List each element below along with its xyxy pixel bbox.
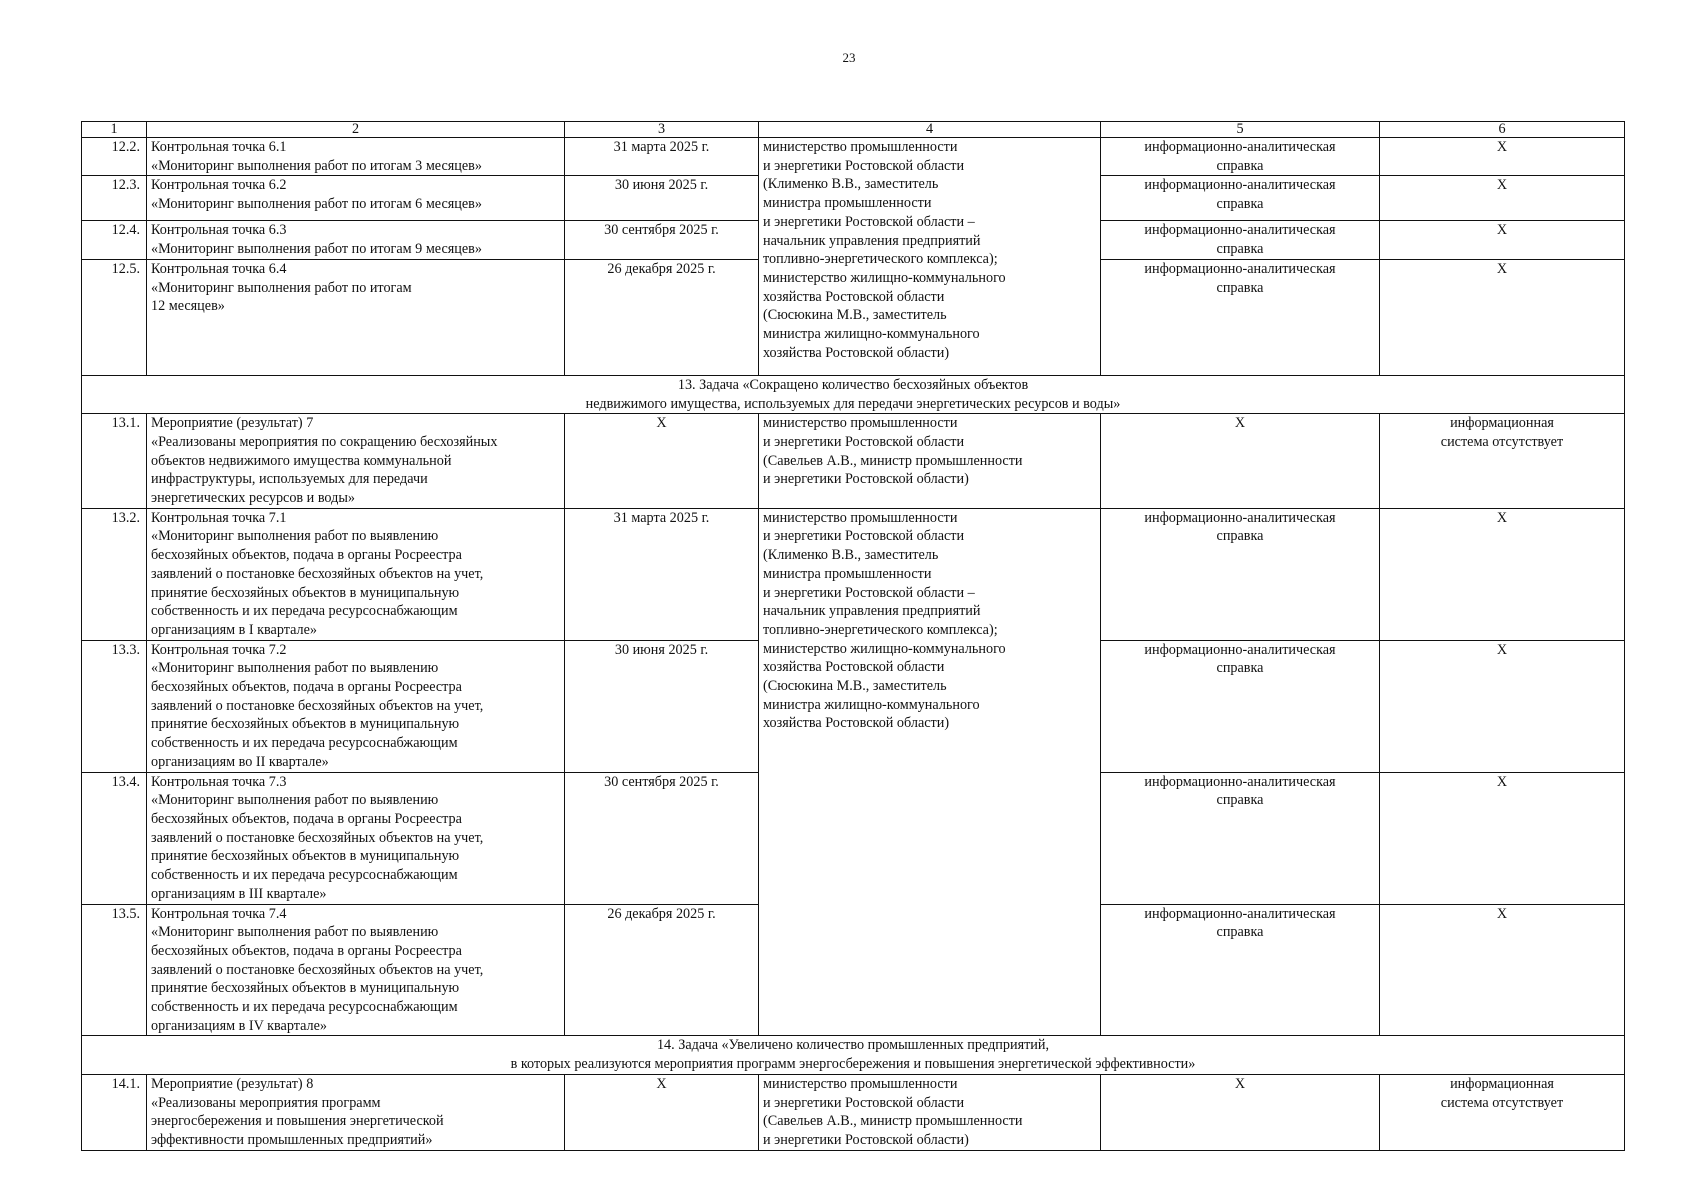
control-point-name: Контрольная точка 7.4 «Мониторинг выполнения работ по выявлению бесхозяйных объектов, подача в органы Росреестра заявлений о постановке бесхозяйных объектов на учет, принятие бесхозяйных объектов в муниципальную собственность и их передача ресурсоснабжающим организациям в IV квартале»: [147, 904, 565, 1036]
task-13-heading-row: [82, 375, 1625, 413]
control-point-name: Контрольная точка 6.3 «Мониторинг выполнения работ по итогам 9 месяцев»: [147, 221, 565, 259]
deadline-date: 30 сентября 2025 г.: [565, 221, 759, 259]
responsible-executor: министерство промышленности и энергетики Ростовской области (Клименко В.В., заместитель министра промышленности и энергетики Ростовской области – начальник управления предприятий топливно-энергетического комплекса); министерство жилищно-коммунального хозяйства Ростовской области (Сюсюкина М.В., заместитель министра жилищно-коммунального хозяйства Ростовской области): [759, 508, 1101, 1036]
information-system: X: [1380, 176, 1625, 221]
column-number-2: 2: [147, 122, 565, 138]
document-type: X: [1101, 414, 1380, 509]
information-system: информационная система отсутствует: [1380, 414, 1625, 509]
deadline-date: 31 марта 2025 г.: [565, 508, 759, 640]
row-number: 12.2.: [82, 138, 147, 176]
deadline-date: 31 марта 2025 г.: [565, 138, 759, 176]
document-type: информационно-аналитическая справка: [1101, 176, 1380, 221]
deadline-date: 26 декабря 2025 г.: [565, 904, 759, 1036]
column-number-header-row: [82, 122, 1625, 138]
column-number-3: 3: [565, 122, 759, 138]
deadline-date: 26 декабря 2025 г.: [565, 259, 759, 375]
event-name: Мероприятие (результат) 7 «Реализованы мероприятия по сокращению бесхозяйных объектов недвижимого имущества коммунальной инфраструктуры, используемых для передачи энергетических ресурсов и воды»: [147, 414, 565, 509]
table-row-13-1: [82, 414, 1625, 509]
deadline-date: X: [565, 1074, 759, 1150]
information-system: X: [1380, 221, 1625, 259]
document-type: X: [1101, 1074, 1380, 1150]
column-number-4: 4: [759, 122, 1101, 138]
table-row-12-2: [82, 138, 1625, 176]
document-type: информационно-аналитическая справка: [1101, 508, 1380, 640]
deadline-date: 30 июня 2025 г.: [565, 640, 759, 772]
row-number: 13.2.: [82, 508, 147, 640]
event-name: Мероприятие (результат) 8 «Реализованы мероприятия программ энергосбережения и повышения энергетической эффективности промышленных предприятий»: [147, 1074, 565, 1150]
control-point-name: Контрольная точка 6.4 «Мониторинг выполнения работ по итогам 12 месяцев»: [147, 259, 565, 375]
responsible-executor: министерство промышленности и энергетики Ростовской области (Савельев А.В., министр промышленности и энергетики Ростовской области): [759, 1074, 1101, 1150]
row-number: 13.1.: [82, 414, 147, 509]
deadline-date: X: [565, 414, 759, 509]
information-system: X: [1380, 904, 1625, 1036]
control-point-name: Контрольная точка 6.1 «Мониторинг выполнения работ по итогам 3 месяцев»: [147, 138, 565, 176]
page-number: 23: [842, 50, 856, 65]
task-14-heading-row: [82, 1036, 1625, 1074]
control-point-name: Контрольная точка 7.2 «Мониторинг выполнения работ по выявлению бесхозяйных объектов, подача в органы Росреестра заявлений о постановке бесхозяйных объектов на учет, принятие бесхозяйных объектов в муниципальную собственность и их передача ресурсоснабжающим организациям во II квартале»: [147, 640, 565, 772]
task-13-title: 13. Задача «Сокращено количество бесхозяйных объектов недвижимого имущества, используемых для передачи энергетических ресурсов и воды»: [82, 375, 1625, 413]
row-number: 14.1.: [82, 1074, 147, 1150]
row-number: 13.5.: [82, 904, 147, 1036]
information-system: X: [1380, 259, 1625, 375]
information-system: X: [1380, 772, 1625, 904]
responsible-executor: министерство промышленности и энергетики Ростовской области (Савельев А.В., министр промышленности и энергетики Ростовской области): [759, 414, 1101, 509]
row-number: 12.3.: [82, 176, 147, 221]
document-type: информационно-аналитическая справка: [1101, 904, 1380, 1036]
column-number-1: 1: [82, 122, 147, 138]
control-point-name: Контрольная точка 7.1 «Мониторинг выполнения работ по выявлению бесхозяйных объектов, подача в органы Росреестра заявлений о постановке бесхозяйных объектов на учет, принятие бесхозяйных объектов в муниципальную собственность и их передача ресурсоснабжающим организациям в I квартале»: [147, 508, 565, 640]
information-system: X: [1380, 138, 1625, 176]
table-row-13-2: [82, 508, 1625, 640]
document-type: информационно-аналитическая справка: [1101, 640, 1380, 772]
column-number-6: 6: [1380, 122, 1625, 138]
row-number: 13.3.: [82, 640, 147, 772]
control-point-name: Контрольная точка 7.3 «Мониторинг выполнения работ по выявлению бесхозяйных объектов, подача в органы Росреестра заявлений о постановке бесхозяйных объектов на учет, принятие бесхозяйных объектов в муниципальную собственность и их передача ресурсоснабжающим организациям в III квартале»: [147, 772, 565, 904]
row-number: 12.5.: [82, 259, 147, 375]
table-row-14-1: [82, 1074, 1625, 1150]
control-point-name: Контрольная точка 6.2 «Мониторинг выполнения работ по итогам 6 месяцев»: [147, 176, 565, 221]
information-system: X: [1380, 508, 1625, 640]
deadline-date: 30 июня 2025 г.: [565, 176, 759, 221]
row-number: 12.4.: [82, 221, 147, 259]
row-number: 13.4.: [82, 772, 147, 904]
information-system: информационная система отсутствует: [1380, 1074, 1625, 1150]
document-type: информационно-аналитическая справка: [1101, 138, 1380, 176]
responsible-executor: министерство промышленности и энергетики Ростовской области (Клименко В.В., заместитель министра промышленности и энергетики Ростовской области – начальник управления предприятий топливно-энергетического комплекса); министерство жилищно-коммунального хозяйства Ростовской области (Сюсюкина М.В., заместитель министра жилищно-коммунального хозяйства Ростовской области): [759, 138, 1101, 376]
information-system: X: [1380, 640, 1625, 772]
deadline-date: 30 сентября 2025 г.: [565, 772, 759, 904]
plan-table: [81, 121, 1625, 1151]
task-14-title: 14. Задача «Увеличено количество промышленных предприятий, в которых реализуются мероприятия программ энергосбережения и повышения энергетической эффективности»: [82, 1036, 1625, 1074]
document-type: информационно-аналитическая справка: [1101, 772, 1380, 904]
document-type: информационно-аналитическая справка: [1101, 259, 1380, 375]
column-number-5: 5: [1101, 122, 1380, 138]
document-type: информационно-аналитическая справка: [1101, 221, 1380, 259]
